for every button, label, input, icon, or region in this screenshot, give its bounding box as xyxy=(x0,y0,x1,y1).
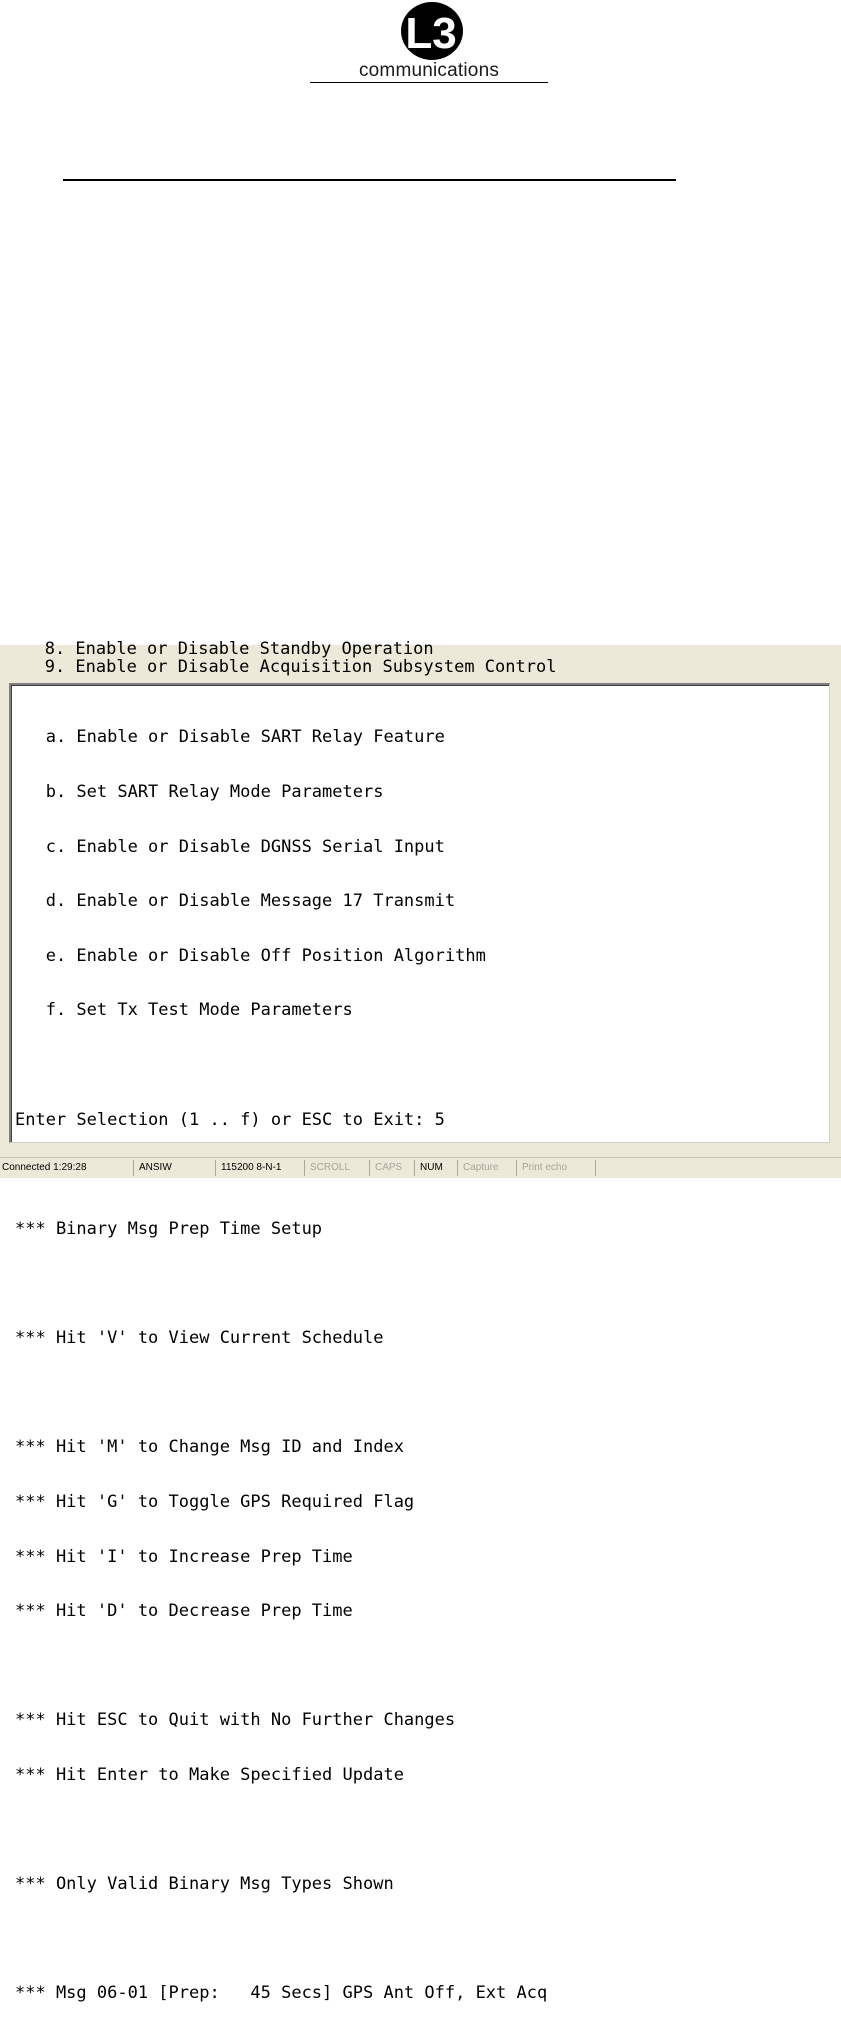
terminal-scrollback xyxy=(14,640,841,676)
current-msg-line: *** Msg 06-01 [Prep: 45 Secs] GPS Ant Off, Ext Acq xyxy=(15,1983,548,2004)
hint-decrease-prep: *** Hit 'D' to Decrease Prep Time xyxy=(15,1601,353,1622)
hint-view-schedule: *** Hit 'V' to View Current Schedule xyxy=(15,1328,384,1349)
status-bar xyxy=(0,1157,841,1178)
menu-option-b: b. Set SART Relay Mode Parameters xyxy=(15,782,384,803)
setup-heading: *** Binary Msg Prep Time Setup xyxy=(15,1218,323,1239)
status-port-settings: 115200 8-N-1 xyxy=(219,1160,305,1176)
hint-toggle-gps: *** Hit 'G' to Toggle GPS Required Flag xyxy=(15,1491,415,1512)
status-print-echo: Print echo xyxy=(520,1160,596,1176)
blank-line xyxy=(15,1275,547,1293)
blank-line xyxy=(15,1657,547,1675)
menu-option-f: f. Set Tx Test Mode Parameters xyxy=(15,1000,353,1021)
menu-option-d: d. Enable or Disable Message 17 Transmit xyxy=(15,891,456,912)
menu-option-c: c. Enable or Disable DGNSS Serial Input xyxy=(15,836,445,857)
hint-quit: *** Hit ESC to Quit with No Further Changes xyxy=(15,1710,456,1731)
scrollback-line: 8. Enable or Disable Standby Operation xyxy=(14,639,434,659)
hint-change-msg-id: *** Hit 'M' to Change Msg ID and Index xyxy=(15,1437,404,1458)
blank-line xyxy=(15,1930,547,1948)
blank-line xyxy=(15,1821,547,1839)
valid-types-note: *** Only Valid Binary Msg Types Shown xyxy=(15,1874,394,1895)
status-capture: Capture xyxy=(461,1160,517,1176)
blank-line xyxy=(15,1384,547,1402)
logo-wordmark: communications xyxy=(358,60,500,81)
status-emulation: ANSIW xyxy=(137,1160,216,1176)
selection-prompt: Enter Selection (1 .. f) or ESC to Exit: 5 xyxy=(15,1109,445,1130)
l3-logo-mark xyxy=(400,1,464,61)
scrollback-line: 9. Enable or Disable Acquisition Subsystem Control xyxy=(14,657,557,678)
menu-option-a: a. Enable or Disable SART Relay Feature xyxy=(15,727,445,748)
menu-option-e: e. Enable or Disable Off Position Algorithm xyxy=(15,945,486,966)
status-caps: CAPS xyxy=(373,1160,415,1176)
l3-logo-letters: L3 xyxy=(405,9,457,58)
terminal-window xyxy=(0,639,841,2004)
logo-underline xyxy=(310,82,548,83)
status-connection: Connected 1:29:28 xyxy=(0,1160,134,1176)
terminal-output xyxy=(15,692,547,2039)
hint-enter-update: *** Hit Enter to Make Specified Update xyxy=(15,1764,404,1785)
status-num: NUM xyxy=(418,1160,458,1176)
blank-line xyxy=(15,1056,547,1074)
status-scroll: SCROLL xyxy=(308,1160,370,1176)
hint-increase-prep: *** Hit 'I' to Increase Prep Time xyxy=(15,1546,353,1567)
document-rule xyxy=(63,179,676,181)
